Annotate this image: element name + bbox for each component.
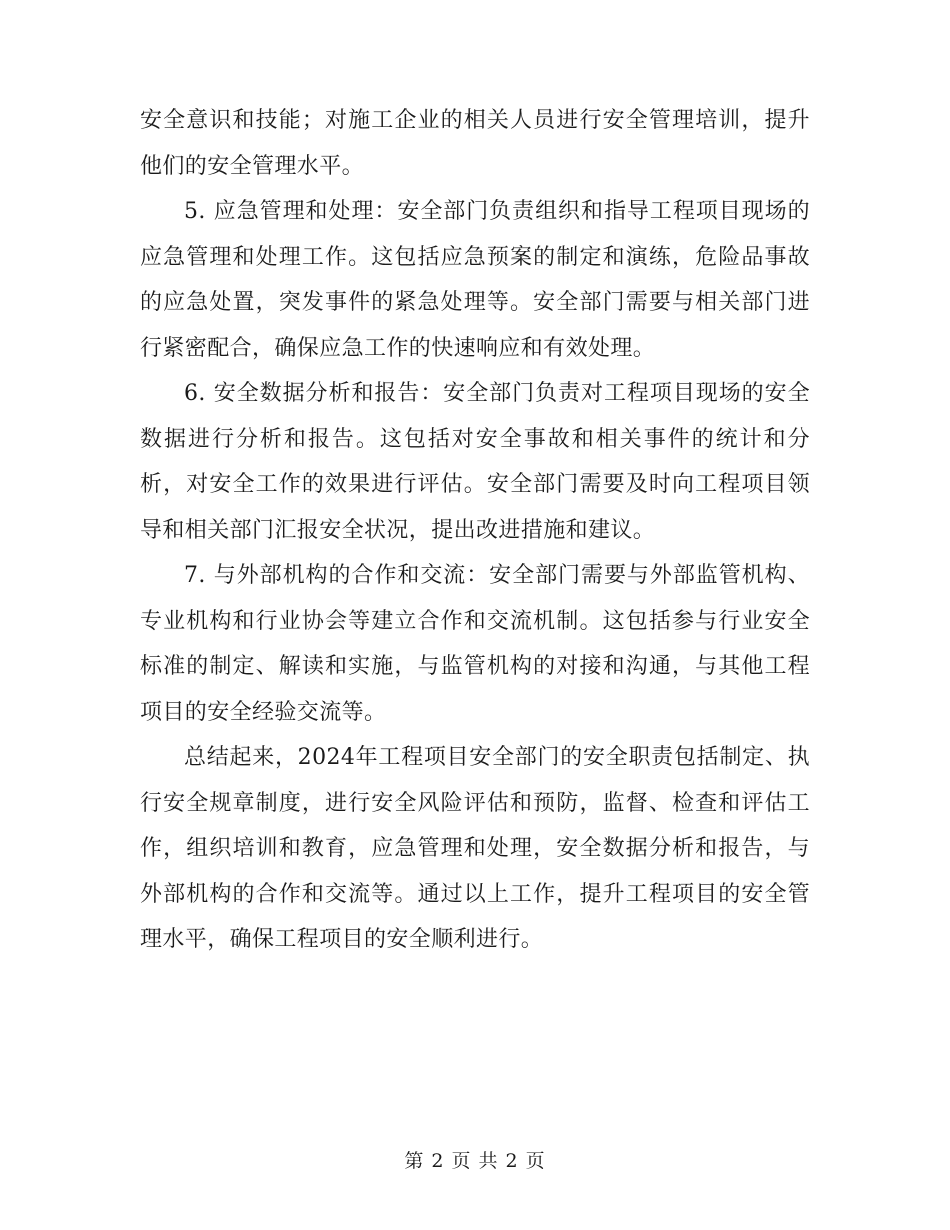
paragraph-item-7: 7. 与外部机构的合作和交流：安全部门需要与外部监管机构、专业机构和行业协会等建立合作和交流机制。这包括参与行业安全标准的制定、解读和实施，与监管机构的对接和沟通，与其他工程项目的安全经验交流等。 bbox=[140, 563, 810, 725]
paragraph-continuation: 安全意识和技能；对施工企业的相关人员进行安全管理培训，提升他们的安全管理水平。 bbox=[140, 108, 810, 179]
paragraph-summary: 总结起来，2024年工程项目安全部门的安全职责包括制定、执行安全规章制度，进行安全风险评估和预防，监督、检查和评估工作，组织培训和教育，应急管理和处理，安全数据分析和报告，与外部机构的合作和交流等。通过以上工作，提升工程项目的安全管理水平，确保工程项目的安全顺利进行。 bbox=[140, 745, 810, 952]
document-body bbox=[140, 98, 810, 963]
paragraph-item-6: 6. 安全数据分析和报告：安全部门负责对工程项目现场的安全数据进行分析和报告。这包括对安全事故和相关事件的统计和分析，对安全工作的效果进行评估。安全部门需要及时向工程项目领导和相关部门汇报安全状况，提出改进措施和建议。 bbox=[140, 381, 810, 543]
paragraph-item-5: 5. 应急管理和处理：安全部门负责组织和指导工程项目现场的应急管理和处理工作。这包括应急预案的制定和演练，危险品事故的应急处置，突发事件的紧急处理等。安全部门需要与相关部门进行紧密配合，确保应急工作的快速响应和有效处理。 bbox=[140, 199, 810, 361]
page-number-footer: 第 2 页 共 2 页 bbox=[404, 1150, 546, 1172]
